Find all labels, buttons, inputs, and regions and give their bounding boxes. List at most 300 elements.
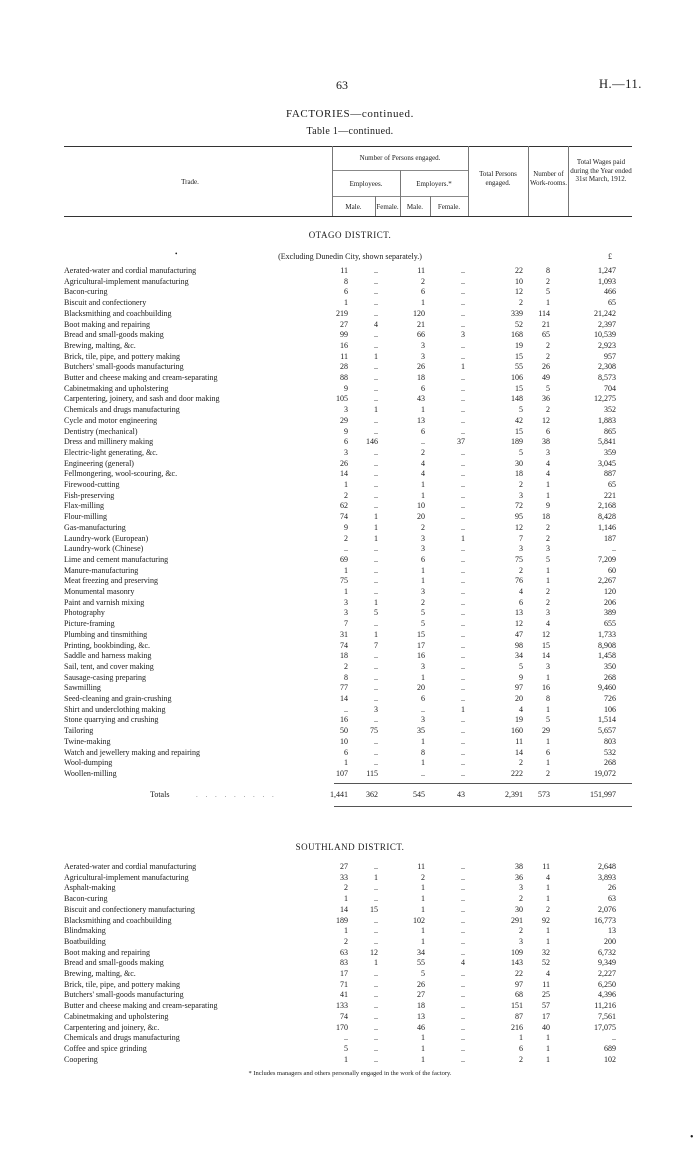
trade-name: Butchers' small-goods manufacturing: [64, 362, 184, 372]
vrule-7: [568, 146, 569, 216]
employees-female: ..: [374, 576, 378, 586]
employers-female: ..: [461, 351, 465, 361]
employers-male: 2: [421, 447, 425, 457]
employees-female: ..: [374, 758, 378, 768]
employees-female: ..: [374, 926, 378, 936]
employers-female: 1: [461, 362, 465, 372]
total-persons: 97: [515, 683, 523, 693]
employers-male: 11: [417, 266, 425, 275]
total-persons: 38: [515, 862, 523, 871]
table-subtitle: Table 1—continued.: [306, 126, 394, 137]
employees-female: ..: [374, 651, 378, 661]
employers-female: ..: [461, 469, 465, 479]
employees-female: ..: [374, 1022, 378, 1032]
wages: 187: [604, 533, 616, 543]
employees-male: 7: [344, 619, 348, 629]
employees-female: ..: [374, 266, 378, 275]
employees-male: 83: [340, 958, 348, 968]
total-persons: 14: [515, 747, 523, 757]
employers-male: 2: [421, 522, 425, 532]
wages: 12,275: [594, 394, 616, 404]
employees-male: 2: [344, 883, 348, 893]
employers-female: ..: [461, 276, 465, 286]
workrooms: 52: [542, 958, 550, 968]
workrooms: 57: [542, 1001, 550, 1011]
table-row: [0, 416, 700, 426]
employers-male: ..: [421, 704, 425, 714]
table-row: [0, 491, 700, 501]
table-row: [0, 427, 700, 437]
trade-name: Brewing, malting, &c.: [64, 969, 136, 978]
total-persons: 2,391: [505, 790, 523, 799]
total-persons: 5: [519, 405, 523, 415]
employees-female: 15: [370, 904, 378, 914]
wages: 268: [604, 672, 616, 682]
employers-female: ..: [461, 1001, 465, 1011]
employees-female: ..: [374, 330, 378, 340]
employers-male: 3: [421, 661, 425, 671]
table-row: [0, 480, 700, 490]
header-number-engaged: Number of Persons engaged.: [359, 154, 441, 162]
workrooms: 1: [546, 672, 550, 682]
employers-male: 55: [417, 958, 425, 968]
header-trade: Trade.: [181, 178, 199, 186]
trade-name: Biscuit and confectionery: [64, 298, 147, 308]
employees-female: ..: [374, 276, 378, 286]
trade-name: Laundry-work (European): [64, 533, 149, 543]
table-row: [0, 448, 700, 458]
employers-female: ..: [461, 608, 465, 618]
employees-male: 28: [340, 362, 348, 372]
employers-female: ..: [461, 266, 465, 275]
employees-male: 5: [344, 1043, 348, 1053]
total-persons: 339: [511, 308, 523, 318]
employers-male: 2: [421, 276, 425, 286]
employers-male: 66: [417, 330, 425, 340]
employers-female: ..: [461, 862, 465, 871]
trade-name: Boot making and repairing: [64, 319, 150, 329]
table-row: [0, 883, 700, 893]
table-row: [0, 544, 700, 554]
workrooms: 4: [546, 969, 550, 978]
total-persons: 34: [515, 651, 523, 661]
trade-name: Twine-making: [64, 736, 111, 746]
employers-female: 4: [461, 958, 465, 968]
employers-female: ..: [461, 554, 465, 564]
total-persons: 222: [511, 768, 523, 778]
workrooms: 21: [542, 319, 550, 329]
employers-male: 8: [421, 747, 425, 757]
totals-row: [0, 790, 700, 800]
employers-male: 26: [417, 362, 425, 372]
trade-name: Stone quarrying and crushing: [64, 715, 159, 725]
employers-female: ..: [461, 990, 465, 1000]
employees-male: 41: [340, 990, 348, 1000]
wages: 6,250: [598, 979, 616, 989]
employees-male: 50: [340, 726, 348, 736]
table-row: [0, 298, 700, 308]
trade-name: Bacon-curing: [64, 287, 108, 297]
table-row: [0, 662, 700, 672]
table-row: [0, 469, 700, 479]
total-persons: 87: [515, 1011, 523, 1021]
employers-female: ..: [461, 565, 465, 575]
total-persons: 4: [519, 587, 523, 596]
workrooms: 3: [546, 447, 550, 457]
employees-male: 99: [340, 330, 348, 340]
employees-female: ..: [374, 661, 378, 671]
wages: 704: [604, 383, 616, 393]
employees-female: ..: [374, 490, 378, 500]
workrooms: 114: [538, 308, 550, 318]
workrooms: 1: [546, 298, 550, 308]
workrooms: 18: [542, 512, 550, 522]
employees-male: 3: [344, 447, 348, 457]
employees-female: ..: [374, 894, 378, 904]
employees-male: 9: [344, 426, 348, 436]
employers-male: 1: [421, 672, 425, 682]
employers-female: ..: [461, 694, 465, 703]
trade-name: Butter and cheese making and cream-separating: [64, 1001, 218, 1011]
employers-male: 15: [417, 629, 425, 639]
table-row: [0, 705, 700, 715]
total-persons: 42: [515, 415, 523, 425]
trade-name: Electric-light generating, &c.: [64, 447, 158, 457]
employers-male: 1: [421, 904, 425, 914]
total-persons: 6: [519, 597, 523, 607]
total-persons: 2: [519, 758, 523, 768]
total-wages: 151,997: [590, 790, 616, 799]
workrooms: 15: [542, 640, 550, 650]
employers-male: 4: [421, 458, 425, 468]
total-persons: 151: [511, 1001, 523, 1011]
employees-male: 14: [340, 694, 348, 703]
wages: 2,308: [598, 362, 616, 372]
bullet-mark: •: [175, 250, 178, 258]
total-persons: 98: [515, 640, 523, 650]
employers-male: 1: [421, 1033, 425, 1043]
employers-male: 20: [417, 512, 425, 522]
total-persons: 148: [511, 394, 523, 404]
table-row: [0, 555, 700, 565]
employers-female: ..: [461, 544, 465, 554]
total-persons: 3: [519, 490, 523, 500]
total-persons: 216: [511, 1022, 523, 1032]
workrooms: 1: [546, 565, 550, 575]
workrooms: 1: [546, 490, 550, 500]
wages: 1,883: [598, 415, 616, 425]
total-persons: 12: [515, 522, 523, 532]
trade-name: Printing, bookbinding, &c.: [64, 640, 150, 650]
wages: 689: [604, 1043, 616, 1053]
otago-district-heading: OTAGO DISTRICT.: [308, 230, 392, 240]
wages: 2,076: [598, 904, 616, 914]
wages: 2,267: [598, 576, 616, 586]
employees-female: 75: [370, 726, 378, 736]
table-row: [0, 266, 700, 276]
total-persons: 12: [515, 619, 523, 629]
employers-male: 1: [421, 565, 425, 575]
total-persons: 2: [519, 1054, 523, 1064]
employees-male: 8: [344, 276, 348, 286]
trade-name: Manure-manufacturing: [64, 565, 139, 575]
employers-male: 5: [421, 969, 425, 978]
trade-name: Plumbing and tinsmithing: [64, 629, 148, 639]
workrooms: 2: [546, 768, 550, 778]
total-persons: 47: [515, 629, 523, 639]
employers-male: 1: [421, 1043, 425, 1053]
wages: 60: [608, 565, 616, 575]
workrooms: 29: [542, 726, 550, 736]
trade-name: Coffee and spice grinding: [64, 1043, 147, 1053]
vrule-5: [468, 146, 469, 216]
employers-male: 6: [421, 426, 425, 436]
wages: 63: [608, 894, 616, 904]
employers-male: 3: [421, 587, 425, 596]
wages: 102: [604, 1054, 616, 1064]
trade-name: Engineering (general): [64, 458, 134, 468]
employees-male: 14: [340, 904, 348, 914]
wages: 9,349: [598, 958, 616, 968]
table-row: [0, 937, 700, 947]
page-number: 63: [336, 78, 348, 92]
total-persons: 2: [519, 894, 523, 904]
wages: 5,841: [598, 437, 616, 447]
header-employees-female: Female.: [376, 203, 399, 211]
trade-name: Woollen-milling: [64, 768, 117, 778]
trade-name: Sausage-casing preparing: [64, 672, 146, 682]
employees-female: ..: [374, 458, 378, 468]
employers-female: ..: [461, 894, 465, 904]
employers-male: 43: [417, 394, 425, 404]
trade-name: Boot making and repairing: [64, 947, 150, 957]
workrooms: 9: [546, 501, 550, 511]
wages: 957: [604, 351, 616, 361]
totals-bottom-rule: [334, 806, 632, 807]
table-row: [0, 905, 700, 915]
wages: 7,209: [598, 554, 616, 564]
workrooms: 1: [546, 936, 550, 946]
workrooms: 1: [546, 926, 550, 936]
employers-male: 1: [421, 405, 425, 415]
total-persons: 168: [511, 330, 523, 340]
employers-male: 3: [421, 544, 425, 554]
employers-female: ..: [461, 1054, 465, 1064]
employees-female: ..: [374, 1043, 378, 1053]
employees-male: 29: [340, 415, 348, 425]
employees-female: ..: [374, 394, 378, 404]
employers-female: ..: [461, 373, 465, 382]
table-row: [0, 969, 700, 979]
employers-male: 1: [421, 490, 425, 500]
table-row: [0, 737, 700, 747]
employees-male: 74: [340, 640, 348, 650]
employees-male: ..: [344, 704, 348, 714]
trade-name: Blacksmithing and coachbuilding: [64, 308, 172, 318]
table-row: [0, 320, 700, 330]
employees-male: 33: [340, 872, 348, 882]
total-employers-male: 545: [413, 790, 425, 799]
trade-name: Biscuit and confectionery manufacturing: [64, 904, 195, 914]
employers-male: 6: [421, 287, 425, 297]
workrooms: 3: [546, 661, 550, 671]
workrooms: 1: [546, 736, 550, 746]
wages: 352: [604, 405, 616, 415]
workrooms: 5: [546, 287, 550, 297]
table-row: [0, 651, 700, 661]
employers-female: ..: [461, 458, 465, 468]
employers-male: 13: [417, 1011, 425, 1021]
employees-female: ..: [374, 554, 378, 564]
employers-male: 18: [417, 373, 425, 382]
employees-male: 1: [344, 894, 348, 904]
employers-female: ..: [461, 319, 465, 329]
wages: 1,733: [598, 629, 616, 639]
employees-male: 1: [344, 298, 348, 308]
workrooms: 12: [542, 629, 550, 639]
table-row: [0, 769, 700, 779]
wages: 26: [608, 883, 616, 893]
header-workrooms: Number of Work-rooms.: [530, 170, 567, 187]
total-persons: 7: [519, 533, 523, 543]
wages: 6,732: [598, 947, 616, 957]
total-persons: 3: [519, 544, 523, 554]
table-row: [0, 341, 700, 351]
total-persons: 19: [515, 715, 523, 725]
workrooms: 1: [546, 576, 550, 586]
table-row: [0, 694, 700, 704]
employers-female: ..: [461, 672, 465, 682]
table-row: [0, 394, 700, 404]
employees-male: 74: [340, 512, 348, 522]
employers-male: 21: [417, 319, 425, 329]
total-persons: 36: [515, 872, 523, 882]
workrooms: 2: [546, 597, 550, 607]
workrooms: 2: [546, 587, 550, 596]
employees-male: 9: [344, 522, 348, 532]
page-reference: H.—11.: [599, 77, 642, 91]
total-persons: 75: [515, 554, 523, 564]
employers-male: 17: [417, 640, 425, 650]
employers-male: 46: [417, 1022, 425, 1032]
employees-female: ..: [374, 883, 378, 893]
wages: 466: [604, 287, 616, 297]
table-row: [0, 576, 700, 586]
employers-male: 13: [417, 415, 425, 425]
employers-female: ..: [461, 415, 465, 425]
employees-female: 1: [374, 522, 378, 532]
workrooms: 4: [546, 619, 550, 629]
employees-female: ..: [374, 308, 378, 318]
wages: 221: [604, 490, 616, 500]
wages: 8,573: [598, 373, 616, 382]
wages: 13: [608, 926, 616, 936]
employees-male: 1: [344, 926, 348, 936]
table-row: [0, 894, 700, 904]
employers-female: ..: [461, 308, 465, 318]
header-employers: Employers.*: [416, 180, 452, 188]
workrooms: 1: [546, 1054, 550, 1064]
wages: 206: [604, 597, 616, 607]
employers-female: ..: [461, 619, 465, 629]
trade-name: Butter and cheese making and cream-separating: [64, 373, 218, 382]
trade-name: Coopering: [64, 1054, 98, 1064]
table-row: [0, 277, 700, 287]
employers-female: ..: [461, 501, 465, 511]
employees-female: 1: [374, 405, 378, 415]
employers-female: ..: [461, 340, 465, 350]
workrooms: 6: [546, 426, 550, 436]
wages: 1,146: [598, 522, 616, 532]
trade-name: Cabinetmaking and upholstering: [64, 383, 169, 393]
workrooms: 32: [542, 947, 550, 957]
employers-female: ..: [461, 383, 465, 393]
trade-name: Aerated-water and cordial manufacturing: [64, 862, 197, 871]
table-row: [0, 598, 700, 608]
employers-female: 3: [461, 330, 465, 340]
employees-female: ..: [374, 1011, 378, 1021]
employers-female: ..: [461, 1011, 465, 1021]
employers-male: 1: [421, 883, 425, 893]
employees-male: 2: [344, 936, 348, 946]
trade-name: Watch and jewellery making and repairing: [64, 747, 200, 757]
wages: 4,396: [598, 990, 616, 1000]
employees-female: ..: [374, 383, 378, 393]
wages: 2,168: [598, 501, 616, 511]
employees-female: 1: [374, 872, 378, 882]
total-persons: 2: [519, 298, 523, 308]
employees-female: ..: [374, 373, 378, 382]
wages: 726: [604, 694, 616, 703]
employers-male: 1: [421, 926, 425, 936]
wages: 2,227: [598, 969, 616, 978]
workrooms: 17: [542, 1011, 550, 1021]
employers-female: ..: [461, 405, 465, 415]
employers-female: ..: [461, 1033, 465, 1043]
trade-name: Dress and millinery making: [64, 437, 154, 447]
total-persons: 3: [519, 936, 523, 946]
employers-male: 26: [417, 979, 425, 989]
total-persons: 2: [519, 480, 523, 489]
table-row: [0, 330, 700, 340]
table-row: [0, 1023, 700, 1033]
employees-male: 11: [340, 351, 348, 361]
workrooms: 14: [542, 651, 550, 661]
employees-male: 75: [340, 576, 348, 586]
total-persons: 52: [515, 319, 523, 329]
wages: 10,539: [594, 330, 616, 340]
total-persons: 160: [511, 726, 523, 736]
workrooms: 2: [546, 340, 550, 350]
total-persons: 6: [519, 1043, 523, 1053]
workrooms: 1: [546, 480, 550, 489]
employees-male: 14: [340, 469, 348, 479]
wages: 19,072: [594, 768, 616, 778]
total-persons: 2: [519, 926, 523, 936]
header-employers-female: Female.: [437, 203, 461, 211]
header-bottom-rule: [64, 216, 632, 217]
wages: 887: [604, 469, 616, 479]
employees-female: 12: [370, 947, 378, 957]
employers-female: ..: [461, 576, 465, 586]
employers-female: ..: [461, 512, 465, 522]
employers-female: ..: [461, 736, 465, 746]
employers-male: 5: [421, 608, 425, 618]
employers-female: ..: [461, 480, 465, 489]
trade-name: Blacksmithing and coachbuilding: [64, 915, 172, 925]
trade-name: Photography: [64, 608, 105, 618]
employees-male: ..: [344, 544, 348, 554]
